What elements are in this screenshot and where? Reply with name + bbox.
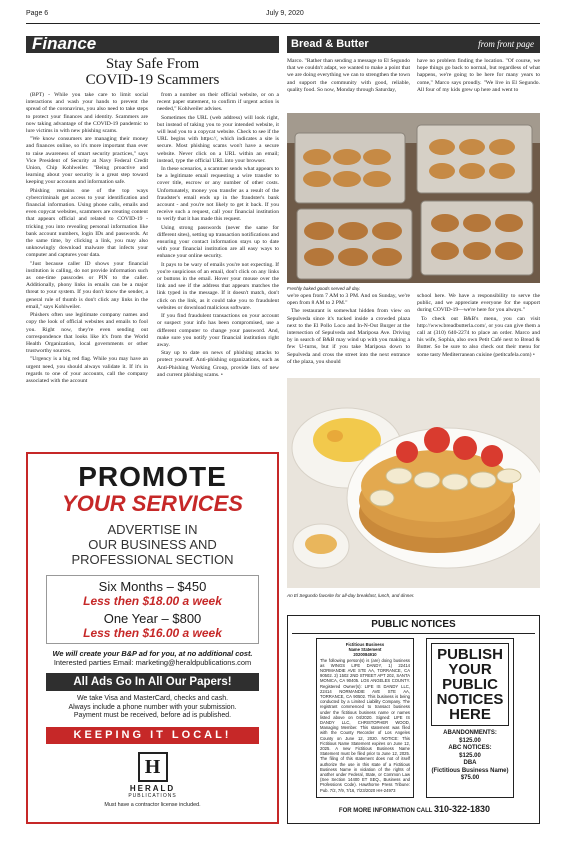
one-year-price: One Year – $800 — [103, 611, 202, 626]
dba-label: DBA — [463, 760, 477, 766]
finance-section-title: Finance — [32, 34, 97, 53]
payment-line-1: We take Visa and MasterCard, checks and cash. — [76, 695, 229, 702]
one-year-weekly: Less then $16.00 a week — [83, 626, 222, 640]
herald-logo-icon — [138, 752, 168, 782]
baked-goods-illustration — [287, 113, 540, 283]
paragraph: "Urgency is a big red flag. While you may have an urgent need, you should always validate it. If it's in regards to one of your accounts, call the company associated with the account — [26, 356, 148, 384]
advertise-heading — [28, 522, 277, 567]
paragraph: "We know consumers are managing their money and finances online, so it's more important than ever to raise awareness of smart security practices," says Vice President of Security at Navy Federal Credit Union, Chip Kohlweiler. "Being proactive and learning about your security is a great step toward keeping your accounts and information safe. — [26, 136, 148, 186]
paragraph: "Just because caller ID shows your financial institution is calling, do not provide information such as one-time passcodes or PIN to the caller. Additionally, phony links in emails can be a major threat to your system. If you don't know the sender, a general rule of thumb is don't click any links in the email," says Kohlweiler. — [26, 260, 148, 310]
jump-label: from front page — [478, 39, 534, 49]
bread-top-column-2 — [417, 58, 540, 110]
paragraph: Stay up to date on news of phishing attacks to protect yourself. Anti-phishing organizations, such as Anti-Phishing Working Group, provide lists of new and current phishing scams. • — [157, 350, 279, 378]
paragraph: In these scenarios, a scammer sends what appears to be a legitimate email requesting a wire transfer to cover title, escrow or any number of other costs. Unfortunately, money you transfer as a result of the fraudster's email ends up in the fraudster's bank account - and you're not likely to get it back. If you receive such a request, call your financial institution to verify that it has made this request. — [157, 166, 279, 223]
notices-rule — [292, 633, 535, 634]
all-ads-banner: All Ads Go In All Our Papers! — [46, 673, 259, 691]
dba-price: $75.00 — [460, 775, 480, 781]
dba-sublabel: (Fictitious Business Name) — [431, 767, 509, 774]
public-notices-title: PUBLIC NOTICES — [371, 619, 456, 630]
paragraph: Using strong passwords (never the same for different sites), setting up transaction notifications and ensuring your contact information stays up to date with your financial institution are all easy ways to enhance your online security. — [157, 224, 279, 260]
advertise-line-2: OUR BUSINESS AND — [88, 537, 217, 552]
bread-mid-column-1 — [287, 293, 410, 373]
legal-title-2: Name Statement — [348, 647, 382, 653]
legal-title-1: Fictitious Business — [345, 642, 385, 647]
herald-wordmark: HERALD — [129, 783, 176, 793]
page-number: Page 6 — [26, 10, 49, 17]
more-info-line — [288, 804, 541, 814]
bread-mid-column-2 — [417, 293, 540, 373]
six-months-weekly: Less then $18.00 a week — [83, 594, 222, 608]
payment-line-3: Payment must be received, before ad is published. — [73, 712, 232, 719]
advertise-line-1: ADVERTISE IN — [107, 522, 198, 537]
issue-date: July 9, 2020 — [266, 10, 304, 17]
notice-prices — [427, 730, 513, 783]
promote-heading: PROMOTE — [78, 461, 227, 492]
creation-offer: We will create your B&P ad for you, at no additional cost. — [52, 649, 253, 658]
paragraph: Marco. "Rather than sending a message to El Segundo that we couldn't adapt, we wanted to make a point that we are doing everything we can to strengthen the town and support the community with good, reliable, quality food. So now, Monday through Saturday, — [287, 58, 410, 93]
your-services-heading: YOUR SERVICES — [62, 491, 243, 516]
keeping-it-local-banner: KEEPING IT LOCAL! — [46, 727, 259, 744]
pricing-box — [46, 575, 259, 644]
advertise-line-3: PROFESSIONAL SECTION — [71, 552, 234, 567]
finance-column-1 — [26, 92, 148, 447]
contractor-note: Must have a contractor license included. — [104, 801, 201, 808]
publications-wordmark: PUBLICATIONS — [128, 792, 177, 799]
paragraph: If you find fraudulent transactions on your account or suspect your info has been compromised, use a different computer to change your password. And, make sure you notify your financial institution right away. — [157, 313, 279, 348]
paragraph: from a number on their official website, or on a recent paper statement, to confirm if urgent action is needed," Kohlweiler advises. — [157, 92, 279, 113]
headline-line-2: COVID-19 Scammers — [85, 72, 220, 88]
photo-caption-1: Freshly baked goods served all day. — [287, 286, 361, 291]
legal-text: The following person(s) is (are) doing business as WINGS LIFE DANDY, 1) 22414 NORMANDIE AVE STE AA, TORRANCE, CA 90502. 2) 1502 2ND STREET APT 202, SANTA MONICA, CA 90405. LOS ANGELES COUNTY. Registered Owner(s): LIFE IS DANDY LLC, 22414 NORMANDIE AVE STE AA, TORRANCE, CA 90502. This business is being conducted by a Limited Liability Company. The registrant commenced to transact business under the fictitious business name or names listed above on 04/2020. Signed: LIFE IS DANDY LLC, CHRISTOPHER WOOD, Managing Member. This statement was filed with the County Recorder of Los Angeles County on June 12, 2020. NOTICE: This Fictitious Name Statement expires on June 12, 2025. A new Fictitious Business Name Statement must be filed prior to June 12, 2025. The filing of this statement does not of itself authorize the use in this state of a Fictitious Business Name in violation of the rights of another under Federal, State, or Common Law (See Section 14400 ET SEQ., Business and Professions Code). Hawthorne Press Tribune: Pub. 7/2, 7/9, 7/16, 7/23/2020 HH-24973 — [320, 657, 410, 793]
paragraph: It pays to be wary of emails you're not expecting. If you're suspicious of an email, don't click on any links or buttons in the email. Hover your mouse over the link and see if the address that appears matches the link typed in the message. If it doesn't match, don't click on the link, as it could take you to fraudulent websites or download malicious software. — [157, 261, 279, 311]
promote-services-ad — [26, 452, 279, 824]
article-headline — [26, 56, 279, 88]
bread-butter-banner — [287, 36, 540, 53]
abandonments-label: ABANDONMENTS: — [443, 730, 497, 736]
paragraph: To check out B&B's menu, you can visit http://www.breadbutterla.com/, or you can give them a call at (310) 640-2274 to place an order. Marco and his wife, Sophia, also own Petit Café next to Bread & Butter. So be sure to also check out their menu for some tasty Mediterranean cuisine (petitcafela.com) • — [417, 315, 540, 358]
abc-label: ABC NOTICES: — [448, 745, 492, 751]
six-months-price: Six Months – $450 — [98, 579, 207, 594]
paragraph: have no problem finding the location. "Of course, we hope things go back to normal, but regardless of what happens, we're going to be here for many years to come," Marco says proudly. "We live in El Segundo. All four of my kids grew up here and went to — [417, 58, 540, 93]
abc-price: $125.00 — [459, 752, 481, 759]
paragraph: Sometimes the URL (web address) will look right, but instead of taking you to your intended website, it will lead you to a copycat website. Check to see if the URL begins with https://, which indicates a site is secure. Most phishing scams won't have a secure website. Never click on a URL within an email; instead, type the official URL into your browser. — [157, 114, 279, 164]
legal-notice — [316, 638, 414, 798]
paragraph: school here. We have a responsibility to serve the public, and we appreciate everyone for the support during COVID-19—we're here for you always." — [417, 293, 540, 314]
bread-top-column-1 — [287, 58, 410, 110]
breakfast-illustration — [287, 378, 540, 588]
finance-column-2 — [157, 92, 279, 447]
baked-goods-photo — [287, 113, 540, 283]
contact-email: Interested parties Email: marketing@heraldpublications.com — [53, 658, 252, 667]
logo-letter: H — [144, 755, 161, 778]
breakfast-photo — [287, 378, 540, 588]
phone-number: 310-322-1830 — [434, 804, 491, 814]
publish-heading: PUBLISH YOUR PUBLIC NOTICES HERE — [431, 643, 509, 726]
payment-terms — [28, 695, 277, 721]
abandonments-price: $125.00 — [459, 737, 481, 744]
folio-rule — [26, 23, 540, 24]
finance-banner — [26, 36, 279, 53]
paragraph: The restaurant is somewhat hidden from view on Sepulveda since it's tucked inside a crowded plaza next to the El Pollo Loco and In-N-Out Burger at the intersection of Sepulveda and Mariposa Ave. Driving by in search of B&B may wind up with you making a few U-turns, but if you take Mariposa down to Sepulveda and cross the street into the next entrance of the plaza, you should — [287, 308, 410, 365]
photo-caption-2: An El Segundo favorite for all-day breakfast, lunch, and dinner. — [287, 593, 415, 598]
legal-title-3: 2020084910 — [353, 652, 377, 658]
page-folio — [0, 10, 566, 22]
public-notices-section — [287, 615, 540, 824]
payment-line-2: Always include a phone number with your submission. — [68, 703, 237, 711]
paragraph: Phishers often use legitimate company names and copy the look of official websites and emails to fool you. Right now, they're even sending out correspondence that looks like it's from the World Health Organization, local governments or other trustworthy sources. — [26, 312, 148, 355]
paragraph: we're open from 7 AM to 3 PM. And on Sunday, we're open from 8 AM to 2 PM." — [287, 293, 410, 307]
headline-line-1: Stay Safe From — [105, 56, 200, 72]
more-info-label: FOR MORE INFORMATION CALL — [338, 808, 433, 814]
bread-butter-section-title: Bread & Butter — [291, 38, 369, 50]
publish-notices-ad — [426, 638, 514, 798]
paragraph: (BPT) - While you take care to limit social interactions and wash your hands to prevent the spread of the coronavirus, you also need to take steps to protect your finances and identity. Scammers are now taking advantage of the COVID-19 pandemic to lure victims in with new phishing scams. — [26, 92, 148, 135]
paragraph: Phishing remains one of the top ways cybercriminals get access to your identification and financial information. Using phone calls, emails and even copycat websites, scammers are creating content that appears official and related to COVID-19 - tricking you into revealing personal information like bank account numbers, login IDs and passwords. At the same time, by clicking a link, you may also unknowingly download malware that infects your computer and captures your data. — [26, 187, 148, 259]
